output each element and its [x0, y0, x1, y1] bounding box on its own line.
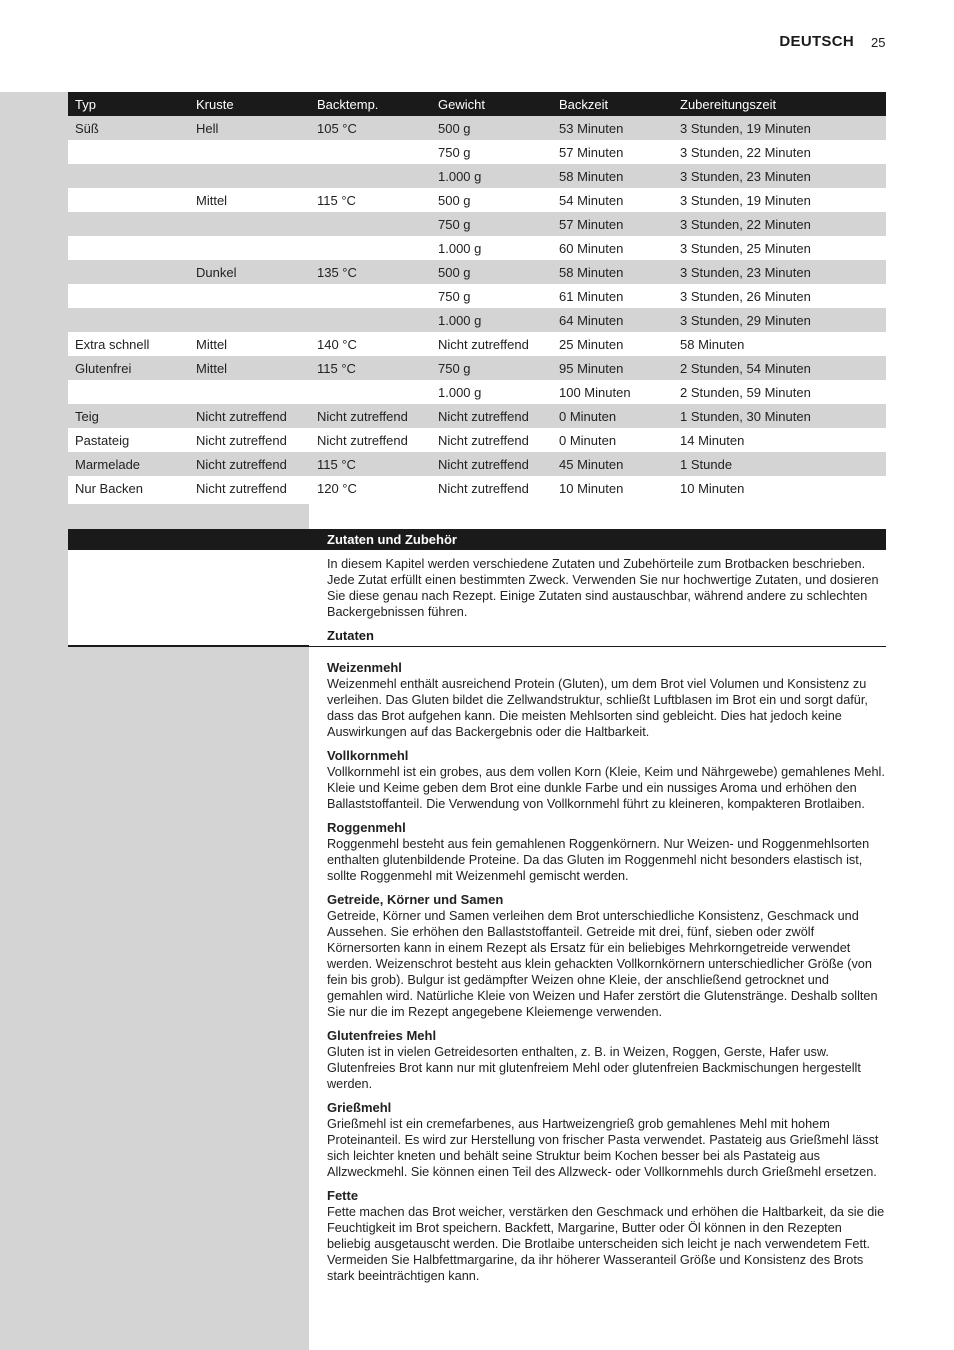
ingredient-sections	[327, 660, 887, 1292]
table-cell: 95 Minuten	[552, 356, 673, 380]
table-cell: 750 g	[431, 212, 552, 236]
column-header: Typ	[68, 92, 189, 116]
table-row	[68, 404, 886, 428]
table-row	[68, 284, 886, 308]
table-cell: Nur Backen	[75, 480, 143, 496]
table-cell: Marmelade	[68, 452, 189, 476]
ingredient-text: Getreide, Körner und Samen verleihen dem Brot unterschiedliche Konsistenz, Geschmack und Aussehen. Sie erhöhen den Ballaststoffanteil. Getreide mit drei, fünf, sieben oder zwölf Körnersorten kann in einem Rezept als Ersatz für ein beliebiges Mehrkorngetreide verwendet werden. Weizenschrot besteht aus klein gehackten Vollkornkörnern unterschiedlicher Größe (von fein bis grob). Bulgur ist gedämpfter Weizen ohne Kleie, der anschließend getrocknet und gemahlen wird. Natürliche Kleie von Weizen und Hafer zerstört die Glutenstränge. Deshalb sollten Sie nur die im Rezept angegebene Kleiemenge verwenden.	[327, 909, 878, 1019]
table-cell: Glutenfrei	[68, 356, 189, 380]
table-cell: Nicht zutreffend	[431, 404, 552, 428]
table-cell: 750 g	[438, 144, 471, 160]
section-title: Zutaten und Zubehör	[327, 532, 457, 547]
table-cell: Nicht zutreffend	[438, 432, 529, 448]
table-cell: 3 Stunden, 29 Minuten	[673, 308, 886, 332]
table-cell	[310, 284, 431, 308]
ingredient-text: Roggenmehl besteht aus fein gemahlenen Roggenkörnern. Nur Weizen- und Roggenmehlsorten enthalten glutenbildende Proteine. Da das Gluten im Roggenmehl nicht besonders elastisch ist, sollte Roggenmehl mit Weizenmehl gemischt werden.	[327, 837, 870, 883]
ingredient-text: Fette machen das Brot weicher, verstärken den Geschmack und erhöhen die Haltbarkeit, da sie die Feuchtigkeit im Brot speichern. Backfett, Margarine, Butter oder Öl können in den Rezepten beliebig ausgetauscht werden. Die Brotlaibe unterscheiden sich leicht je nach verwendetem Fett. Vermeiden Sie Halbfettmargarine, da ihr höherer Wasseranteil Größe und Konsistenz des Brots stark beeinträchtigen kann.	[327, 1205, 885, 1283]
table-cell: Mittel	[196, 336, 228, 352]
table-cell	[310, 140, 431, 164]
table-cell: 3 Stunden, 22 Minuten	[673, 212, 886, 236]
table-cell	[189, 308, 310, 332]
table-cell	[189, 140, 310, 164]
table-header-row	[68, 92, 886, 116]
table-cell: 2 Stunden, 54 Minuten	[673, 356, 886, 380]
table-cell: 57 Minuten	[559, 144, 624, 160]
side-band-upper	[0, 92, 68, 504]
table-cell	[310, 236, 431, 260]
ingredient-title: Roggenmehl	[327, 820, 406, 835]
table-row	[68, 140, 886, 164]
table-cell: Nicht zutreffend	[310, 404, 431, 428]
table-cell: 1.000 g	[431, 308, 552, 332]
ingredient-title: Grießmehl	[327, 1100, 392, 1115]
ingredient-title: Weizenmehl	[327, 660, 402, 675]
ingredient-title: Glutenfreies Mehl	[327, 1028, 437, 1043]
table-cell: 3 Stunden, 23 Minuten	[673, 260, 886, 284]
table-cell	[189, 380, 310, 404]
table-row	[68, 236, 886, 260]
table-cell: 750 g	[438, 288, 471, 304]
table-cell: Nicht zutreffend	[189, 404, 310, 428]
table-cell: Nicht zutreffend	[317, 432, 408, 448]
table-cell: 115 °C	[310, 356, 431, 380]
table-cell: 64 Minuten	[552, 308, 673, 332]
table-cell	[68, 284, 189, 308]
ingredient-text: Weizenmehl enthält ausreichend Protein (Gluten), um dem Brot viel Volumen und Konsistenz zu verleihen. Das Gluten bildet die Zellwandstruktur, schließt Luftblasen im Brot ein und sorgt dafür, dass das Brot aufgehen kann. Die meisten Mehlsorten sind gebleicht. Dies hat jedoch keine Auswirkungen auf das Backergebnis oder die Haltbarkeit.	[327, 677, 868, 739]
table-cell: 10 Minuten	[559, 480, 624, 496]
table-cell: 14 Minuten	[680, 432, 745, 448]
table-cell: 750 g	[431, 356, 552, 380]
table-row	[68, 260, 886, 284]
table-cell: 115 °C	[317, 192, 356, 208]
table-cell: Nicht zutreffend	[438, 480, 529, 496]
table-cell: 140 °C	[317, 336, 357, 352]
table-cell: Mittel	[196, 192, 228, 208]
ingredient-text: Grießmehl ist ein cremefarbenes, aus Hartweizengrieß grob gemahlenes Mehl mit hohem Proteinanteil. Es wird zur Herstellung von frischer Pasta verwendet. Pastateig aus Grießmehl lässt sich leichter kneten und behält seine Struktur beim Kochen besser bei als Pastateig aus Allzweckmehl. Sie können einen Teil des Allzweck- oder Vollkornmehls durch Grießmehl ersetzen.	[327, 1117, 879, 1179]
table-cell: 58 Minuten	[552, 260, 673, 284]
table-row	[68, 212, 886, 236]
table-cell: Nicht zutreffend	[438, 336, 529, 352]
baking-table	[68, 92, 886, 500]
table-cell: 58 Minuten	[552, 164, 673, 188]
table-cell	[189, 236, 310, 260]
table-cell: 54 Minuten	[559, 192, 624, 208]
table-row	[68, 188, 886, 212]
ingredient-section	[327, 1028, 887, 1092]
table-cell: 500 g	[438, 192, 471, 208]
section-intro: In diesem Kapitel werden verschiedene Zutaten und Zubehörteile zum Brotbacken beschrieben. Jede Zutat erfüllt einen bestimmten Zweck. Verwenden Sie nur hochwertige Zutaten, und dosieren Sie diese genau nach Rezept. Einige Zutaten sind austauschbar, während andere zu schlechten Backergebnissen führen.	[327, 557, 879, 619]
table-cell: 500 g	[431, 116, 552, 140]
table-cell	[189, 284, 310, 308]
table-cell: 100 Minuten	[559, 384, 631, 400]
table-cell: 10 Minuten	[680, 480, 745, 496]
table-row	[68, 116, 886, 140]
table-cell	[68, 260, 189, 284]
table-cell: Mittel	[189, 356, 310, 380]
ingredient-title: Fette	[327, 1188, 359, 1203]
table-cell: 3 Stunden, 19 Minuten	[673, 116, 886, 140]
ingredient-section	[327, 820, 887, 884]
table-row	[68, 428, 886, 452]
table-cell: 135 °C	[310, 260, 431, 284]
table-cell: Nicht zutreffend	[196, 480, 287, 496]
table-row	[68, 332, 886, 356]
table-cell	[68, 188, 189, 212]
table-cell: Extra schnell	[75, 336, 150, 352]
ingredient-section	[327, 1100, 887, 1180]
column-header: Backtemp.	[310, 92, 431, 116]
table-cell: 120 °C	[317, 480, 357, 496]
table-cell	[189, 212, 310, 236]
ingredient-text: Vollkornmehl ist ein grobes, aus dem vollen Korn (Kleie, Keim und Nährgewebe) gemahlenes Mehl. Kleie und Keime geben dem Brot eine dunkle Farbe und ein nussiges Aroma und erhöhen den Ballaststoffanteil. Die Verwendung von Vollkornmehl führt zu kleineren, kompakteren Brotlaiben.	[327, 765, 885, 811]
table-cell	[189, 164, 310, 188]
table-cell	[68, 164, 189, 188]
table-cell: 60 Minuten	[559, 240, 624, 256]
ingredient-section	[327, 748, 887, 812]
table-cell: 1.000 g	[431, 164, 552, 188]
column-header: Zubereitungszeit	[673, 92, 886, 116]
section-heading-bar	[68, 529, 886, 550]
table-cell: 1 Stunde	[673, 452, 886, 476]
table-cell: 61 Minuten	[559, 288, 624, 304]
table-cell: Teig	[68, 404, 189, 428]
table-cell: 1.000 g	[438, 240, 482, 256]
column-header: Backzeit	[552, 92, 673, 116]
ingredient-section	[327, 892, 887, 1020]
subheading-zutaten: Zutaten	[327, 628, 374, 643]
table-cell: 0 Minuten	[559, 432, 617, 448]
table-cell: 2 Stunden, 59 Minuten	[680, 384, 811, 400]
column-header: Gewicht	[431, 92, 552, 116]
table-cell: 25 Minuten	[559, 336, 624, 352]
table-cell: 53 Minuten	[552, 116, 673, 140]
table-cell: 57 Minuten	[552, 212, 673, 236]
table-cell: 3 Stunden, 19 Minuten	[680, 192, 811, 208]
table-cell: Dunkel	[189, 260, 310, 284]
table-cell	[68, 308, 189, 332]
table-cell	[68, 236, 189, 260]
left-blank-column	[68, 550, 309, 646]
table-cell	[310, 308, 431, 332]
ingredient-text: Gluten ist in vielen Getreidesorten enthalten, z. B. in Weizen, Roggen, Gerste, Hafer usw. Glutenfreies Brot kann nur mit glutenfreiem Mehl oder glutenfreien Backmischungen hergestellt werden.	[327, 1045, 861, 1091]
table-cell: 3 Stunden, 26 Minuten	[680, 288, 811, 304]
table-cell: 115 °C	[310, 452, 431, 476]
page-number: 25	[871, 35, 886, 50]
table-cell: Nicht zutreffend	[196, 432, 287, 448]
table-row	[68, 308, 886, 332]
table-row	[68, 452, 886, 476]
table-cell	[310, 380, 431, 404]
table-row	[68, 380, 886, 404]
table-cell: 105 °C	[310, 116, 431, 140]
table-cell: Nicht zutreffend	[431, 452, 552, 476]
ingredient-title: Vollkornmehl	[327, 748, 409, 763]
table-cell: Nicht zutreffend	[189, 452, 310, 476]
table-cell: 45 Minuten	[552, 452, 673, 476]
table-cell: Pastateig	[75, 432, 130, 448]
table-cell: 1 Stunden, 30 Minuten	[673, 404, 886, 428]
table-cell: 58 Minuten	[680, 336, 745, 352]
table-cell	[310, 212, 431, 236]
ingredient-section	[327, 660, 887, 740]
ingredient-section	[327, 1188, 887, 1284]
table-cell	[68, 212, 189, 236]
table-cell: Süß	[68, 116, 189, 140]
table-cell: 3 Stunden, 22 Minuten	[680, 144, 811, 160]
table-cell: 1.000 g	[438, 384, 482, 400]
table-cell: 0 Minuten	[552, 404, 673, 428]
table-cell: 500 g	[431, 260, 552, 284]
ingredient-title: Getreide, Körner und Samen	[327, 892, 504, 907]
table-row	[68, 356, 886, 380]
table-cell: Hell	[189, 116, 310, 140]
table-cell: 3 Stunden, 23 Minuten	[673, 164, 886, 188]
column-header: Kruste	[189, 92, 310, 116]
table-cell	[68, 140, 189, 164]
language-label: DEUTSCH	[779, 33, 854, 50]
table-row	[68, 164, 886, 188]
table-cell: 3 Stunden, 25 Minuten	[680, 240, 811, 256]
table-cell	[68, 380, 189, 404]
table-row	[68, 476, 886, 500]
table-cell	[310, 164, 431, 188]
divider-rule	[68, 646, 886, 647]
